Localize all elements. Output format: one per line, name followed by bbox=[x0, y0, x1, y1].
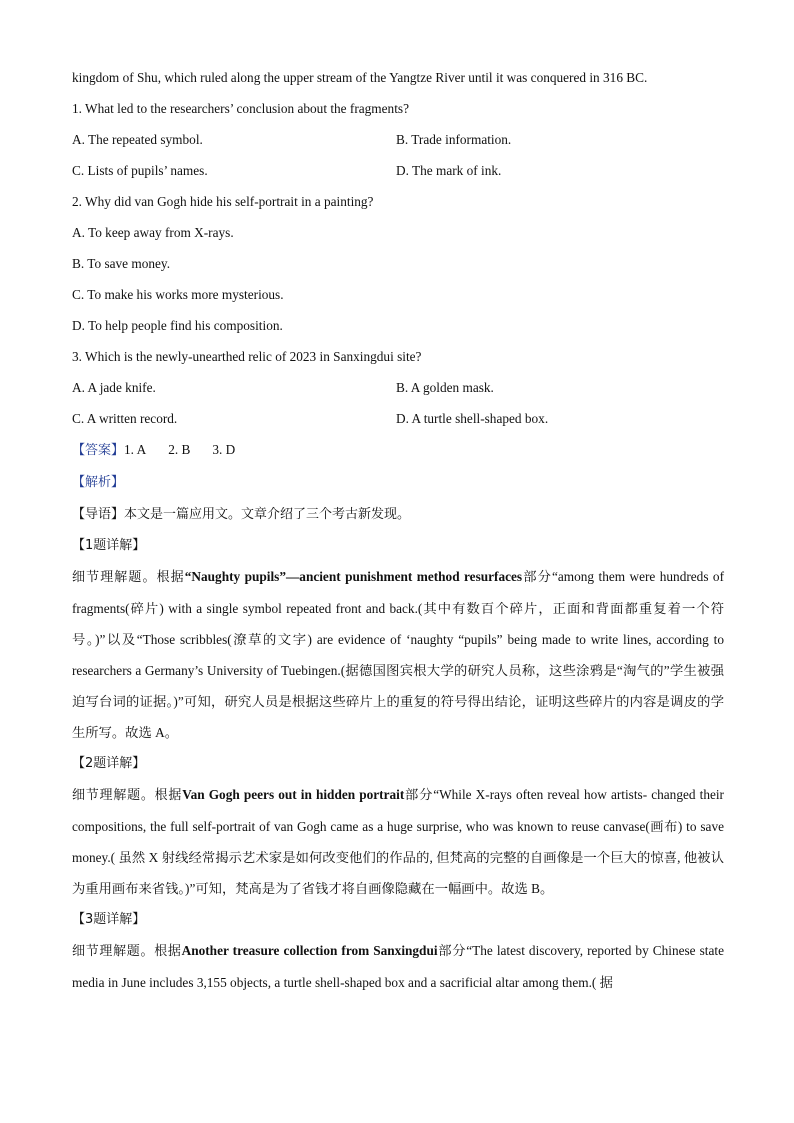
question-2-stem: 2. Why did van Gogh hide his self-portrait in a painting? bbox=[72, 194, 374, 209]
detail-2-paragraph bbox=[72, 779, 724, 904]
guide-tag: 【导语】 bbox=[72, 507, 125, 522]
question-3-stem: 3. Which is the newly-unearthed relic of 2023 in Sanxingdui site? bbox=[72, 349, 422, 364]
answer-item-2: 2. B bbox=[168, 442, 191, 457]
q2-option-c: C. To make his works more mysterious. bbox=[72, 287, 284, 302]
q1-option-d: D. The mark of ink. bbox=[396, 163, 502, 178]
answer-tag: 【答案】 bbox=[72, 443, 125, 458]
detail-3-paragraph bbox=[72, 935, 724, 998]
detail-3-lead: 细节理解题。根据 bbox=[72, 944, 182, 959]
detail-2-tag: 【2题详解】 bbox=[72, 756, 146, 771]
document-page bbox=[72, 62, 724, 998]
q3-option-a: A. A jade knife. bbox=[72, 380, 156, 395]
analysis-tag: 【解析】 bbox=[72, 475, 125, 490]
detail-1-tag: 【1题详解】 bbox=[72, 538, 146, 553]
question-1-options-row-2 bbox=[72, 155, 724, 186]
q3-option-c: C. A written record. bbox=[72, 411, 178, 426]
detail-3-body: 部分“The latest discovery, reported by Chinese state media in June includes 3,155 objects, a turtle shell-shaped box and a sacrificial altar among them.( 据 bbox=[72, 943, 724, 990]
answer-item-1: 1. A bbox=[124, 442, 147, 457]
detail-3-source-heading: Another treasure collection from Sanxingdui bbox=[181, 943, 438, 958]
detail-3-tag: 【3题详解】 bbox=[72, 912, 146, 927]
detail-1-body: 部分“among them were hundreds of fragments(碎片) with a single symbol repeated front and back.(其中有数百个碎片，正面和背面都重复着一个符号。)”以及“Those scribbles(潦草的文字) are evidence of ‘naughty “pupils” being made to write lines, according to researchers a Germany’s University of Tuebingen.(据德国图宾根大学的研究人员称，这些涂鸦是“淘气的”学生被强迫写台词的证据。)”可知，研究人员是根据这些碎片上的重复的符号得出结论，证明这些碎片的内容是调皮的学生所写。故选 A。 bbox=[72, 569, 724, 740]
answer-line bbox=[72, 434, 724, 466]
detail-2-body: 部分“While X-rays often reveal how artists- changed their compositions, the full self-portrait of van Gogh came as a huge surprise, who was known to reuse canvase(画布) to save money.( 虽然 X 射线经常揭示艺术家是如何改变他们的作品的, 但梵高的完整的自画像是一个巨大的惊喜, 他被认为重用画布来省钱。)”可知，梵高是为了省钱才将自画像隐藏在一幅画中。故选 B。 bbox=[72, 787, 724, 896]
answer-item-3: 3. D bbox=[212, 442, 236, 457]
q1-option-b: B. Trade information. bbox=[396, 132, 512, 147]
detail-2-source-heading: Van Gogh peers out in hidden portrait bbox=[182, 787, 405, 802]
q2-option-d: D. To help people find his composition. bbox=[72, 318, 283, 333]
intro-line: kingdom of Shu, which ruled along the upper stream of the Yangtze River until it was conquered in 316 BC. bbox=[72, 70, 648, 85]
q3-option-d: D. A turtle shell-shaped box. bbox=[396, 411, 549, 426]
detail-2-lead: 细节理解题。根据 bbox=[72, 788, 183, 803]
question-1-stem: 1. What led to the researchers’ conclusion about the fragments? bbox=[72, 101, 409, 116]
question-1-options-row-1 bbox=[72, 124, 724, 155]
question-3-options-row-1 bbox=[72, 372, 724, 403]
q2-option-b: B. To save money. bbox=[72, 256, 171, 271]
detail-1-lead: 细节理解题。根据 bbox=[72, 570, 185, 585]
analysis-line bbox=[72, 466, 724, 498]
question-3-options-row-2 bbox=[72, 403, 724, 434]
q3-option-b: B. A golden mask. bbox=[396, 380, 494, 395]
detail-1-source-heading: “Naughty pupils”—ancient punishment method resurfaces bbox=[184, 569, 523, 584]
guide-line bbox=[72, 498, 724, 530]
q1-option-a: A. The repeated symbol. bbox=[72, 132, 203, 147]
detail-1-paragraph bbox=[72, 561, 724, 748]
q1-option-c: C. Lists of pupils’ names. bbox=[72, 163, 208, 178]
q2-option-a: A. To keep away from X-rays. bbox=[72, 225, 234, 240]
guide-text: 本文是一篇应用文。文章介绍了三个考古新发现。 bbox=[124, 507, 411, 522]
